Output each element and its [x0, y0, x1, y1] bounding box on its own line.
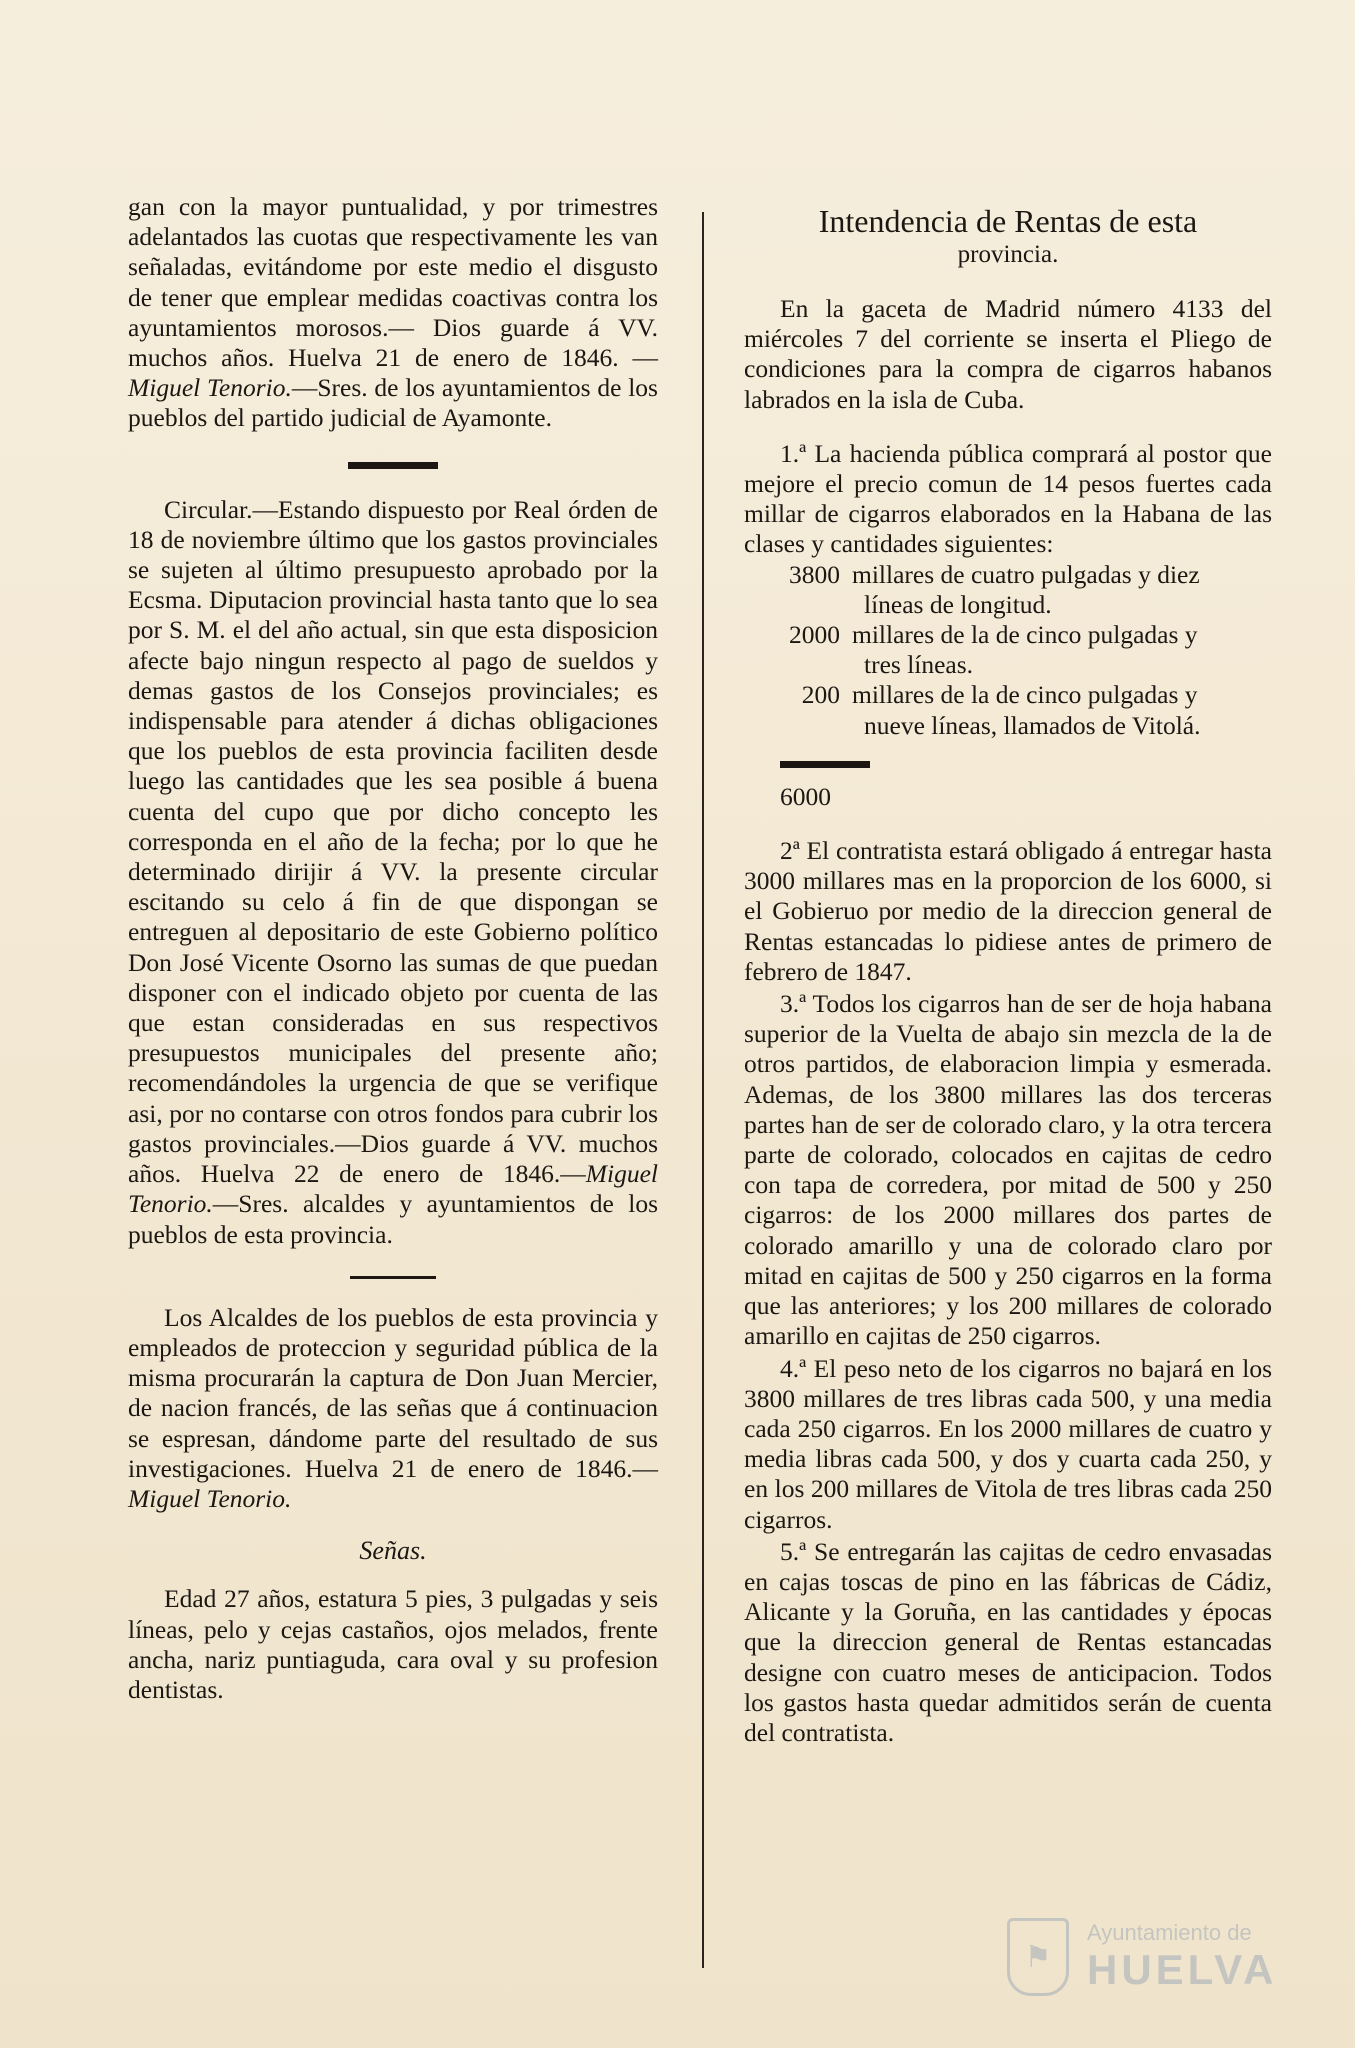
watermark-line1: Ayuntamiento de	[1087, 1920, 1252, 1945]
section-heading: Intendencia de Rentas de esta	[818, 203, 1198, 239]
section-subheading: provincia.	[957, 241, 1059, 268]
city-shield-icon: ⚑	[1007, 1918, 1069, 1996]
signature: Miguel Tenorio.	[128, 373, 292, 403]
quantities-total: 6000	[780, 781, 831, 811]
watermark-line2: HUELVA	[1087, 1946, 1278, 1993]
section-divider	[348, 462, 438, 469]
left-column	[128, 192, 658, 1705]
item-3: 3.ª Todos los cigarros han de ser de hoja habana superior de la Vuelta de abajo sin mezcla de la de otros partidos, de elaboracion limpia y esmerada. Ademas, de los 3800 millares las dos terceras partes han de ser de colorado claro, y la otra tercera parte de colorado, colocados en cajitas de cedro con tapa de corredera, por mitad de 500 y 250 cigarros: de los 2000 millares dos partes de colorado amarillo y una de colorado claro por mitad en cajitas de 500 y 250 cigarros en la forma que las anteriores; y los 200 millares de colorado amarillo en cajitas de 250 cigarros.	[744, 989, 1272, 1351]
paragraph-ayamonte: gan con la mayor puntualidad, y por trimestres adelantados las cuotas que respectivamente les van señaladas, evitándome por este medio el disgusto de tener que emplear medidas coactivas contra los ayuntamientos morosos.— Dios guarde á VV. muchos años. Huelva 21 de enero de 1846. —Miguel Tenorio.—Sres. de los ayuntamientos de los pueblos del partido judicial de Ayamonte.	[128, 192, 658, 433]
item-1: 1.ª La hacienda pública comprará al postor que mejore el precio comun de 14 pesos fuertes cada millar de cigarros elaborados en la Habana de las clases y cantidades siguientes:	[744, 438, 1272, 559]
section-divider	[350, 1276, 436, 1279]
item-5: 5.ª Se entregarán las cajitas de cedro envasadas en cajas toscas de pino en las fábricas de Cádiz, Alicante y la Goruña, en las cantidades y épocas que la direccion general de Rentas estancadas designe con cuatro meses de anticipacion. Todos los gastos hasta quedar admitidos serán de cuenta del contratista.	[744, 1536, 1272, 1747]
right-column	[744, 192, 1272, 1748]
item-2: 2ª El contratista estará obligado á entregar hasta 3000 millares mas en la proporcion de los 6000, si el Gobieruo por medio de la direccion general de Rentas estancadas lo pidiese antes de primero de febrero de 1847.	[744, 836, 1272, 986]
signature: Miguel Tenorio.	[128, 1483, 292, 1513]
column-divider	[702, 212, 704, 1968]
list-item: 2000 millares de la de cinco pulgadas y tres líneas.	[789, 620, 1198, 680]
watermark	[1007, 1912, 1307, 2002]
list-item: 200 millares de la de cinco pulgadas y nueve líneas, llamados de Vitolá.	[801, 680, 1201, 740]
senas-heading: Señas.	[359, 1536, 427, 1566]
quantities-list	[744, 560, 1272, 741]
paragraph-intro: En la gaceta de Madrid número 4133 del miércoles 7 del corriente se inserta el Pliego de condiciones para la compra de cigarros habanos labrados en la isla de Cuba.	[744, 294, 1272, 414]
signature: Miguel Tenorio.	[128, 1159, 658, 1219]
paragraph-circular: Circular.—Estando dispuesto por Real órden de 18 de noviembre último que los gastos provinciales se sujeten al último presupuesto aprobado por la Ecsma. Diputacion provincial hasta tanto que lo sea por S. M. el del año actual, sin que esta disposicion afecte bajo ningun respecto al pago de sueldos y demas gastos de los Consejos provinciales; es indispensable para atender á dichas obligaciones que los pueblos de esta provincia faciliten desde luego las cantidades que les sea posible á buena cuenta del cupo que por dicho concepto les corresponda en el año de la fecha; por lo que he determinado dirijir á VV. la presente circular escitando su celo á fin de que dispongan se entreguen al depositario de este Gobierno político Don José Vicente Osorno las sumas de que puedan disponer con el indicado objeto por cuenta de las que estan consideradas en sus respectivos presupuestos municipales del presente año; recomendándoles la urgencia de que se verifique asi, por no contarse con otros fondos para cubrir los gastos provinciales.—Dios guarde á VV. muchos años. Huelva 22 de enero de 1846.—Miguel Tenorio.—Sres. alcaldes y ayuntamientos de los pueblos de esta provincia.	[128, 494, 658, 1249]
paragraph-captura: Los Alcaldes de los pueblos de esta provincia y empleados de proteccion y seguridad pública de la misma procurarán la captura de Don Juan Mercier, de nacion francés, de las señas que á continuacion se espresan, dándome parte del resultado de sus investigaciones. Huelva 21 de enero de 1846.—Miguel Tenorio.	[128, 1302, 658, 1513]
list-item: 3800 millares de cuatro pulgadas y diez líneas de longitud.	[789, 559, 1200, 619]
sum-rule	[780, 761, 870, 768]
paragraph-senas: Edad 27 años, estatura 5 pies, 3 pulgadas y seis líneas, pelo y cejas castaños, ojos melados, frente ancha, nariz puntiaguda, cara oval y su profesion dentistas.	[128, 1584, 658, 1704]
item-4: 4.ª El peso neto de los cigarros no bajará en los 3800 millares de tres libras cada 500, y una media cada 250 cigarros. En los 2000 millares de cuatro y media libras cada 500, y dos y cuarta cada 250, y en los 200 millares de Vitola de tres libras cada 250 cigarros.	[744, 1353, 1272, 1534]
